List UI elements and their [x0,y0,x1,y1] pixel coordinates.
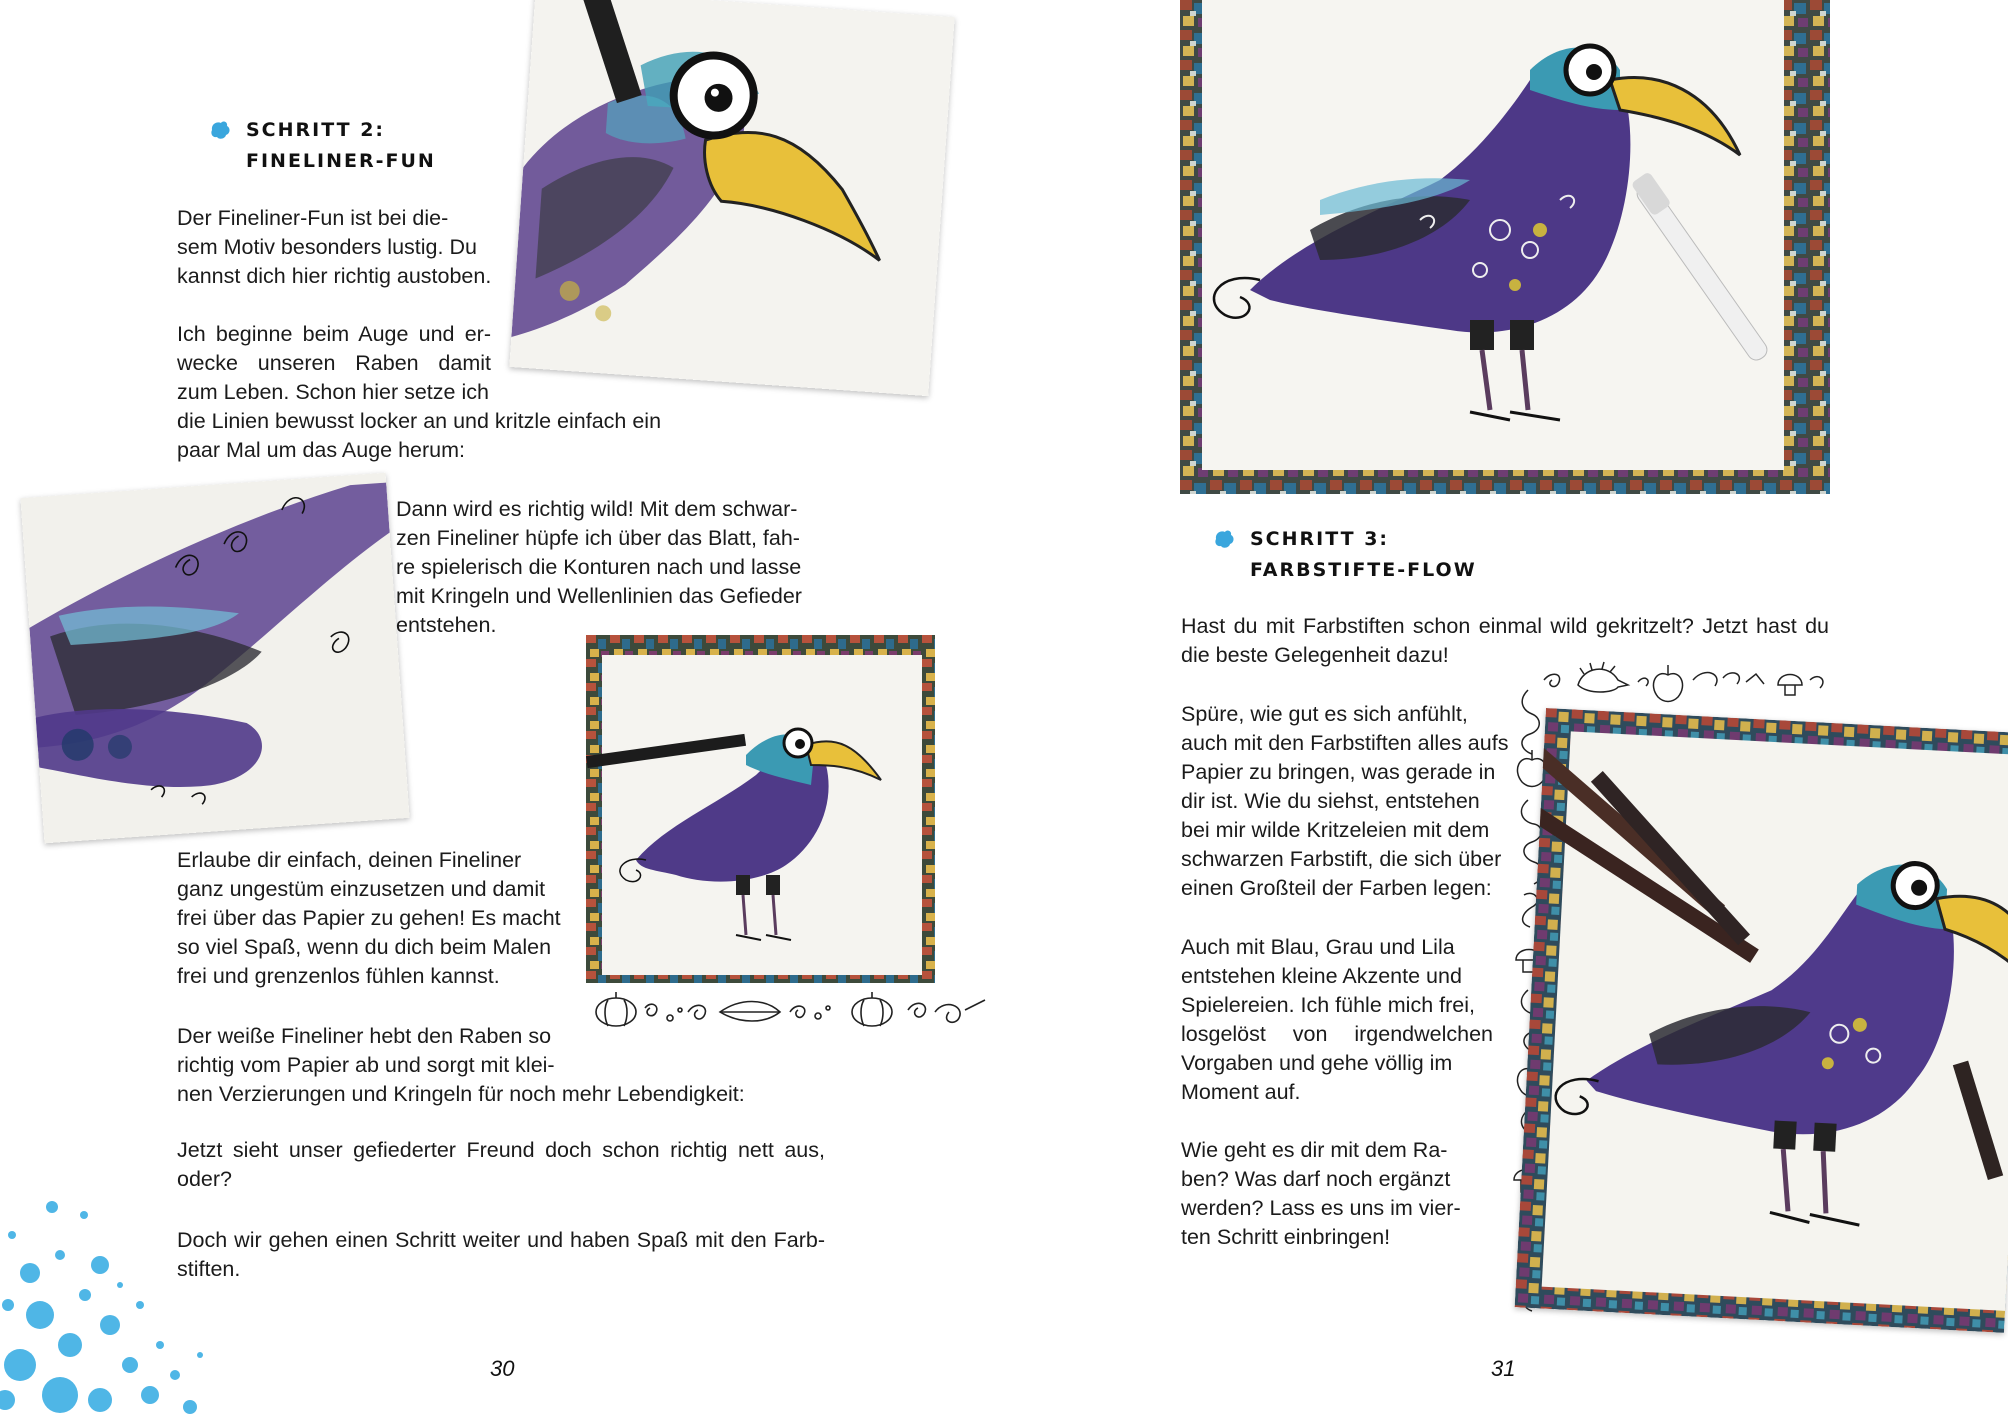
text-line: Hast du mit Farbstiften schon einmal wild gekritzelt? Jetzt hast du [1181,614,1829,638]
text-line: entstehen kleine Akzente und [1181,964,1462,988]
text-line: ben? Was darf noch ergänzt [1181,1167,1451,1191]
paint-splatter-decoration [0,1195,230,1417]
text-line: Moment auf. [1181,1080,1301,1104]
text-line: zum Leben. Schon hier setze ich [177,380,489,404]
step-3-heading-line1: SCHRITT 3: [1250,528,1390,550]
text-line: schwarzen Farbstift, die sich über [1181,847,1502,871]
left-paragraph-5 [177,1022,837,1109]
left-paragraph-3 [396,495,826,640]
text-line: so viel Spaß, wenn du dich beim Malen [177,935,552,959]
text-line: Wie geht es dir mit dem Ra- [1181,1138,1448,1162]
text-line: entstehen. [396,613,497,637]
text-line: Dann wird es richtig wild! Mit dem schwar- [396,497,798,521]
page-number-left: 30 [490,1356,515,1381]
text-line: die beste Gelegenheit dazu! [1181,643,1449,667]
splash-bullet-icon [208,118,232,147]
text-line: werden? Lass es uns im vier- [1181,1196,1461,1220]
text-line: bei mir wilde Kritzeleien mit dem [1181,818,1490,842]
text-line: Vorgaben und gehe völlig im [1181,1051,1453,1075]
step-2-heading-line1: SCHRITT 2: [246,119,386,141]
apple-doodle-icon [1653,665,1682,702]
text-line: richtig vom Papier ab und sorgt mit klei- [177,1053,555,1077]
text-line: die Linien bewusst locker an und kritzle einfach ein [177,409,662,433]
text-line: wecke unseren Raben damit [177,351,491,375]
left-paragraph-4 [177,846,563,991]
text-line: einen Großteil der Farben legen: [1181,876,1492,900]
step-3-heading-line2: FARBSTIFTE-FLOW [1250,559,1477,581]
photo-raven-with-white-pen [1180,0,1830,494]
right-paragraph-3 [1181,933,1493,1107]
text-line: Der Fineliner-Fun ist bei die- [177,206,449,230]
text-line: Doch wir gehen einen Schritt weiter und haben Spaß mit den Farb- [177,1228,825,1252]
text-line: losgelöst von irgendwelchen [1181,1022,1493,1046]
text-line: frei über das Papier zu gehen! Es macht [177,906,561,930]
pumpkin-doodle-icon [852,992,892,1026]
left-paragraph-1 [177,204,505,291]
text-line: Auch mit Blau, Grau und Lila [1181,935,1455,959]
left-paragraph-6 [177,1136,825,1194]
text-line: frei und grenzenlos fühlen kannst. [177,964,500,988]
text-line: kannst dich hier richtig austoben. [177,264,492,288]
text-line: paar Mal um das Auge herum: [177,438,466,462]
page-number-right: 31 [1491,1356,1516,1381]
text-line: zen Fineliner hüpfe ich über das Blatt, fah- [396,526,800,550]
text-line: dir ist. Wie du siehst, entstehen [1181,789,1480,813]
text-line: nen Verzierungen und Kringeln für noch mehr Lebendigkeit: [177,1082,745,1106]
text-line: oder? [177,1167,232,1191]
text-line: Erlaube dir einfach, deinen Fineliner [177,848,522,872]
left-paragraph-2 [177,320,707,465]
step-2-heading [246,115,436,177]
photo-raven-with-colored-pencils [1515,708,2008,1333]
mushroom-doodle-icon [1778,675,1802,696]
text-line: auch mit den Farbstiften alles aufs [1181,731,1509,755]
leaf-doodle-icon [720,1002,780,1022]
hedgehog-doodle-icon [1578,662,1628,692]
splash-bullet-icon [1212,527,1236,556]
pumpkin-doodle-icon [596,992,636,1026]
text-line: mit Kringeln und Wellenlinien das Gefieder [396,584,802,608]
text-line: ganz ungestüm einzusetzen und damit [177,877,546,901]
text-line: sem Motiv besonders lustig. Du [177,235,477,259]
text-line: Jetzt sieht unser gefiederter Freund doch schon richtig nett aus, [177,1138,825,1162]
text-line: ten Schritt einbringen! [1181,1225,1391,1249]
text-line: Spüre, wie gut es sich anfühlt, [1181,702,1468,726]
step-2-heading-line2: FINELINER-FUN [246,150,436,172]
left-paragraph-7 [177,1226,825,1284]
photo-wing-closeup [20,473,409,844]
text-line: re spielerisch die Konturen nach und lasse [396,555,802,579]
text-line: Der weiße Fineliner hebt den Raben so [177,1024,552,1048]
right-paragraph-2 [1181,700,1521,903]
step-3-heading [1250,524,1477,586]
text-line: stiften. [177,1257,241,1281]
text-line: Ich beginne beim Auge und er- [177,322,491,346]
right-paragraph-4 [1181,1136,1481,1252]
text-line: Spielereien. Ich fühle mich frei, [1181,993,1475,1017]
photo-raven-with-fineliner [586,635,935,983]
text-line: Papier zu bringen, was gerade in [1181,760,1496,784]
